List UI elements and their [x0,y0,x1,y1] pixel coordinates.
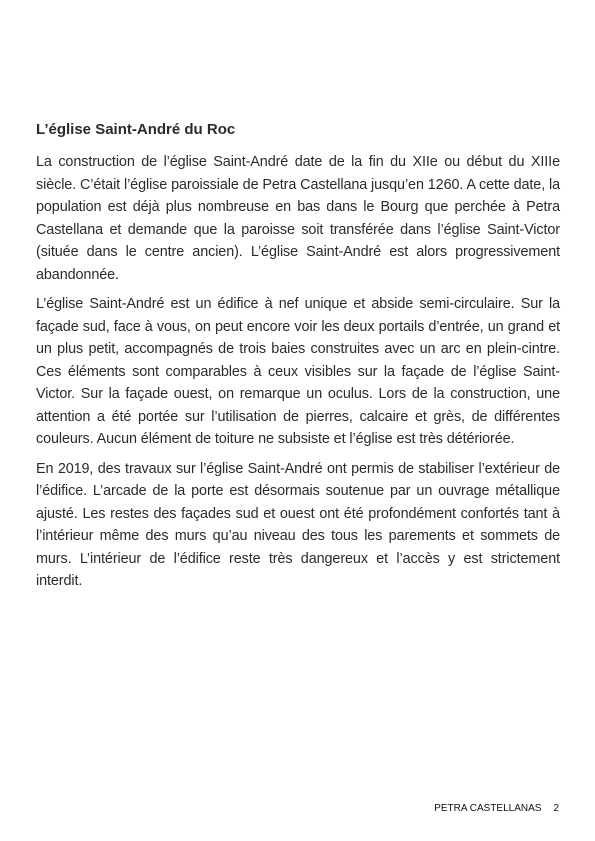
paragraph-history: La construction de l’église Saint-André date de la fin du XIIe ou début du XIIIe siècle. C’était l’église paroissiale de Petra Castellana jusqu’en 1260. A cette date, la population est déjà plus nombreuse en bas dans le Bourg que perchée à Petra Castellana et demande que la paroisse soit transférée dans l’église Saint-Victor (située dans le centre ancien). L’église Saint-André est alors progressivement abandonnée. [36,154,560,283]
page-number: 2 [553,803,559,814]
page-footer [434,803,559,814]
paragraph-architecture: L’église Saint-André est un édifice à nef unique et abside semi-circulaire. Sur la façade sud, face à vous, on peut encore voir les deux portails d’entrée, un grand et un plus petit, accompagnés de trois baies construites avec un arc en plein-cintre. Ces éléments sont comparables à ceux visibles sur la façade de l’église Saint-Victor. Sur la façade ouest, on remarque un oculus. Lors de la construction, une attention a été portée sur l’utilisation de pierres, calcaire et grès, de différentes couleurs. Aucun élément de toiture ne subsiste et l’église est très détériorée. [36,296,560,447]
footer-publication: PETRA CASTELLANAS [434,803,542,814]
article [36,120,560,600]
paragraph-restoration: En 2019, des travaux sur l’église Saint-André ont permis de stabiliser l’extérieur de l’édifice. L’arcade de la porte est désormais soutenue par un ouvrage métallique ajusté. Les restes des façades sud et ouest ont été profondément confortés tant à l’intérieur même des murs qu’au niveau des tous les parements et sommets de murs. L’intérieur de l’édifice reste très dangereux et l’accès y est strictement interdit. [36,460,560,589]
article-title: L’église Saint-André du Roc [36,121,236,138]
